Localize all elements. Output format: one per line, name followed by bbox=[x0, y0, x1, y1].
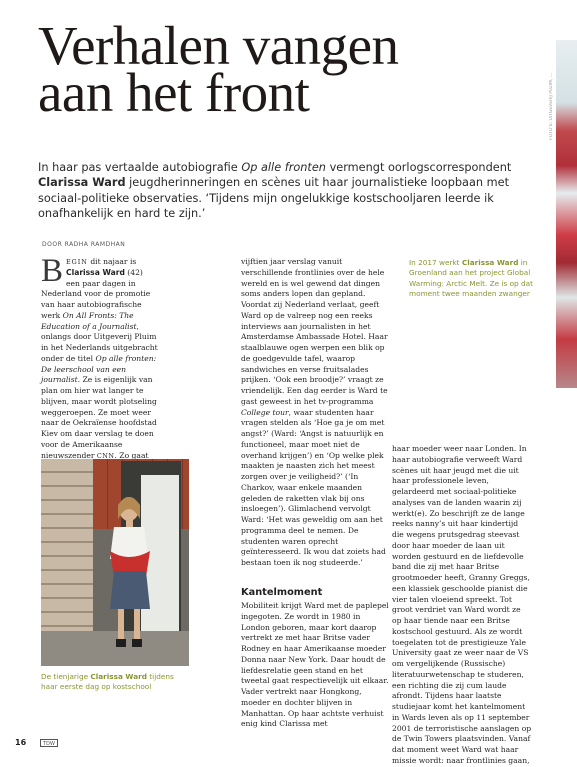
col2-text-b: , waar studenten haar vragen stelden als ‘Hoe ga je om met angst?’ (Ward: ‘Angst is natuurlijk en functioneel, maar moet niet de overhand krijgen’) en ‘Op welke plek maakten je naasten zich het meest zorgen over je veiligheid?’ (‘In Charkov, waar enkele maanden geleden de raketten vlak bij ons insloegen’). Glimlachend vervolgt Ward: ‘Het was geweldig om aan het programma deel te nemen. De studenten waren oprecht geïnteresseerd. Ik wou dat zoiets had bestaan toen ik nog studeerde.’ bbox=[241, 407, 386, 567]
intro-name: Clarissa Ward bbox=[38, 176, 126, 190]
byline: DOOR RADHA RAMDHAN bbox=[42, 241, 126, 248]
intro-book-title: Op alle fronten bbox=[241, 161, 326, 174]
col1-text-a: dit najaar is bbox=[87, 257, 137, 266]
subheading: Kantelmoment bbox=[241, 587, 323, 598]
sidecap-text-1: In 2017 werkt bbox=[409, 258, 462, 267]
sidecap-name: Clarissa Ward bbox=[461, 258, 519, 267]
headline-line-1: Verhalen vangen bbox=[38, 15, 399, 76]
photo-credit: FOTO'S: UITGEVERIJ PLUIM, ... bbox=[549, 73, 554, 140]
caption-text-2: tijdens haar eerste dag op kostschool bbox=[41, 672, 174, 691]
lead-word: EGIN bbox=[66, 258, 88, 266]
side-photo-edge bbox=[556, 40, 577, 388]
caption-text-1: De tienjarige bbox=[41, 672, 91, 681]
caption-name: Clarissa Ward bbox=[90, 672, 147, 681]
photo-girl-figure bbox=[96, 459, 166, 666]
article-column-2 bbox=[241, 257, 391, 569]
headline-line-2: aan het front bbox=[38, 62, 310, 123]
side-caption bbox=[409, 258, 537, 299]
col1-text-b: (42) een paar dagen in Nederland voor de promotie van haar autobiografische werk bbox=[41, 267, 151, 320]
drop-cap: B bbox=[41, 253, 64, 289]
col1-text-c: , onlangs door Uitgeverij Pluim in het Nederlands uitgebracht onder de titel bbox=[41, 321, 158, 363]
col3-paragraph: haar moeder weer naar Londen. In haar autobiografie verweeft Ward scènes uit haar jeugd met die uit haar professionele leven, gelardeerd met sociaal-politieke analyses van de landen waarin zij werkt(e). Zo beschrijft ze de lange reeks nanny’s uit haar kindertijd die wegens prutsgedrag steevast door haar moeder de laan uit worden gestuurd en de liefdevolle band die zij met haar Britse grootmoeder heeft, Granny Greggs, een klassiek geschoolde pianist die vier talen vloeiend spreekt. Tot groot verdriet van Ward wordt ze op haar tiende naar een Britse kostschool gestuurd. Als ze wordt toegelaten tot de prestigieuze Yale University gaat ze weer naar de VS om vergelijkende (Russische) literatuurwetenschap te studeren, een richting die zij cum laude afrondt. Tijdens haar laatste studiejaar komt het kantelmoment in Wards leven als op 11 september 2001 de terroristische aanslagen op de Twin Towers plaatsvinden. Vanaf dat moment weet Ward wat haar missie wordt: naar frontlinies gaan, bbox=[392, 444, 532, 765]
col2-text-a: Voordat zij Nederland verlaat, geeft Ward op de valreep nog een reeks interviews aan journalisten in het Amsterdamse Ambassade Hotel. Haar staalblauwe ogen werpen een blik op de goedgevulde tafel, waarop sandwiches en verse fruitsalades prijken. ‘Ook een broodje?’ vraagt ze vriendelijk. Een dag eerder is Ward te gast geweest in het tv-programma bbox=[241, 300, 388, 406]
col1-book-nl: Op alle fronten: De leerschool van een journalist bbox=[41, 353, 157, 385]
magazine-logo: TDW bbox=[40, 739, 58, 747]
col2-paragraph-1: vijftien jaar verslag vanuit verschillende frontlinies over de hele wereld en is wel gewend dat dingen soms anders lopen dan gepland. bbox=[241, 257, 385, 299]
article-column-3 bbox=[392, 444, 532, 767]
col1-name: Clarissa Ward bbox=[66, 267, 125, 277]
col2-tv-title: College tour bbox=[241, 407, 289, 417]
col2b-paragraph: Mobiliteit krijgt Ward met de paplepel ingegoten. Ze wordt in 1980 in London geboren, maar kort daarop vertrekt ze met haar Britse vader Rodney en haar Amerikaanse moeder Donna naar New York. Daar houdt de liefdesrelatie geen stand en het tweetal gaat respectievelijk uit elkaar. Vader vertrekt naar Hongkong, moeder en dochter blijven in Manhattan. Op haar achtste verhuist enig kind Clarissa met bbox=[241, 601, 389, 729]
article-column-2-bottom bbox=[241, 601, 391, 730]
photo-caption bbox=[41, 672, 189, 692]
page-number: 16 bbox=[15, 738, 27, 747]
col1-book-en: On All Fronts: The Education of a Journalist bbox=[41, 310, 137, 331]
intro-text-3: jeugdherinneringen en scènes uit haar journalistieke loopbaan met sociaal-politieke observaties. ‘Tijdens mijn ongelukkige kostschooljaren leerde ik onafhankelijk en hard te zijn.’ bbox=[38, 176, 510, 221]
headline bbox=[38, 15, 538, 123]
cnn-label: CNN bbox=[96, 451, 115, 460]
col1-text-e: . Zo gaat bbox=[114, 450, 149, 460]
intro-text-2: vermengt oorlogscorrespondent bbox=[325, 161, 512, 174]
intro-paragraph bbox=[38, 160, 516, 222]
sidecap-text-2: in Groenland aan het project Global Warming: Arctic Melt. Ze is op dat moment twee maanden zwanger bbox=[409, 258, 533, 298]
childhood-photo bbox=[41, 459, 189, 666]
col1-text-d: . Ze is eigenlijk van plan om hier wat langer te blijven, maar wordt plotseling weggeroepen. Ze moet weer naar de Oekraïense hoofdstad Kiev om daar verslag te doen voor de Amerikaanse nieuwszender bbox=[41, 375, 157, 460]
intro-text-1: In haar pas vertaalde autobiografie bbox=[38, 161, 242, 174]
